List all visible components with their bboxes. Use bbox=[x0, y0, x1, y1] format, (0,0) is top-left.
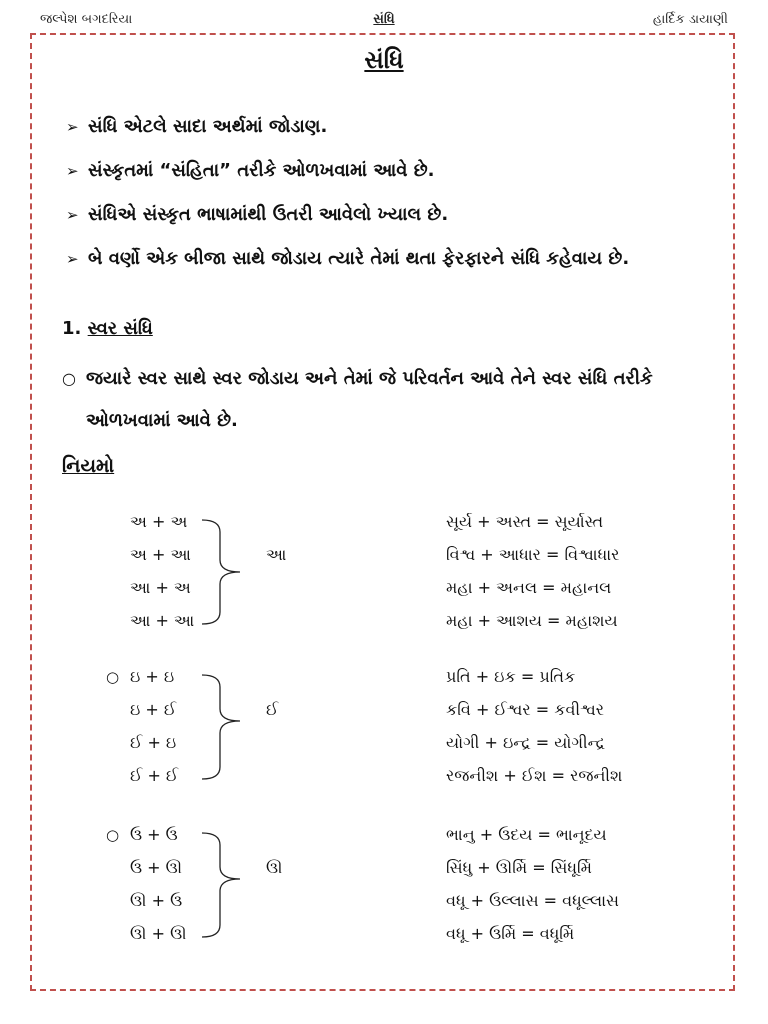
rule-example: કવિ + ઈશ્વર = કવીશ્વર bbox=[446, 700, 604, 719]
arrow-bullet-icon: ➢ bbox=[66, 162, 79, 180]
rule-example: વિશ્વ + આધાર = વિશ્વાધાર bbox=[446, 545, 620, 564]
rule-result: ઈ bbox=[266, 700, 279, 719]
curly-brace-icon bbox=[200, 827, 248, 945]
bullet-item: ➢ બે વર્ણો એક બીજા સાથે જોડાય ત્યારે તેમાં થતા ફેરફારને સંધિ કહેવાય છે. bbox=[66, 245, 726, 289]
bullet-item: ➢ સંધિ એટલે સાદા અર્થમાં જોડાણ. bbox=[66, 113, 726, 157]
rule-example: વધૂ + ઉર્મિ = વધૂર્મિ bbox=[446, 924, 575, 943]
rule-result: ઊ bbox=[266, 858, 283, 877]
bullet-item: ➢ સંધિએ સંસ્કૃત ભાષામાંથી ઉતરી આવેલો ખ્યાલ છે. bbox=[66, 201, 726, 245]
rule-example: મહા + અનલ = મહાનલ bbox=[446, 578, 612, 597]
section-heading bbox=[62, 318, 153, 339]
bullet-item: ➢ સંસ્કૃતમાં “સંહિતા” તરીકે ઓળખવામાં આવે છે. bbox=[66, 157, 726, 201]
rule-text: ઇ + ઈ bbox=[130, 700, 177, 719]
arrow-bullet-icon: ➢ bbox=[66, 206, 79, 224]
rule-text: ઈ + ઇ bbox=[130, 733, 177, 752]
rule-example: સિંધુ + ઊર્મિ = સિંધૂર્મિ bbox=[446, 858, 592, 877]
circle-bullet-icon: ○ bbox=[106, 826, 120, 844]
rule-text: ઉ + ઉ bbox=[130, 825, 178, 844]
header-author-left: જલ્પેશ બગદરિયા bbox=[40, 12, 133, 27]
rule-result: આ bbox=[266, 545, 287, 564]
page-title: સંધિ bbox=[364, 46, 404, 74]
rule-text: આ + અ bbox=[130, 578, 191, 597]
rule-text: ઉ + ઊ bbox=[130, 858, 183, 877]
rule-example: સૂર્ય + અસ્ત = સૂર્યાસ્ત bbox=[446, 512, 604, 531]
intro-bullet-list bbox=[66, 113, 726, 289]
rule-text: અ + આ bbox=[130, 545, 191, 564]
rule-example: ભાનુ + ઉદય = ભાનૂદય bbox=[446, 825, 607, 844]
curly-brace-icon bbox=[200, 669, 248, 787]
section-number: 1. bbox=[62, 318, 82, 339]
rule-text: ઊ + ઉ bbox=[130, 891, 183, 910]
header-author-right: હાર્દિક ડાયાણી bbox=[652, 12, 728, 27]
rule-text: આ + આ bbox=[130, 611, 195, 630]
header-title: સંધિ bbox=[373, 12, 395, 27]
circle-bullet-icon: ○ bbox=[62, 369, 76, 388]
rules-heading: નિયમો bbox=[62, 455, 115, 477]
section-title: સ્વર સંધિ bbox=[87, 318, 153, 339]
rule-example: રજનીશ + ઈશ = રજનીશ bbox=[446, 766, 623, 785]
arrow-bullet-icon: ➢ bbox=[66, 250, 79, 268]
rule-example: યોગી + ઇન્દ્ર = યોગીન્દ્ર bbox=[446, 733, 606, 752]
rule-example: વધૂ + ઉલ્લાસ = વધૂલ્લાસ bbox=[446, 891, 619, 910]
curly-brace-icon bbox=[200, 514, 248, 632]
rule-example: મહા + આશય = મહાશય bbox=[446, 611, 618, 630]
rule-text: ઇ + ઇ bbox=[130, 667, 175, 686]
rule-example: પ્રતિ + ઇક = પ્રતિક bbox=[446, 667, 576, 686]
arrow-bullet-icon: ➢ bbox=[66, 118, 79, 136]
rule-text: અ + અ bbox=[130, 512, 188, 531]
rule-text: ઈ + ઈ bbox=[130, 766, 179, 785]
rule-text: ઊ + ઊ bbox=[130, 924, 187, 943]
circle-bullet-icon: ○ bbox=[106, 668, 120, 686]
section-description: ○ જયારે સ્વર સાથે સ્વર જોડાય અને તેમાં જે પરિવર્તન આવે તેને સ્વર સંધિ તરીકે ઓળખવામાં આવે છે. bbox=[62, 358, 712, 442]
